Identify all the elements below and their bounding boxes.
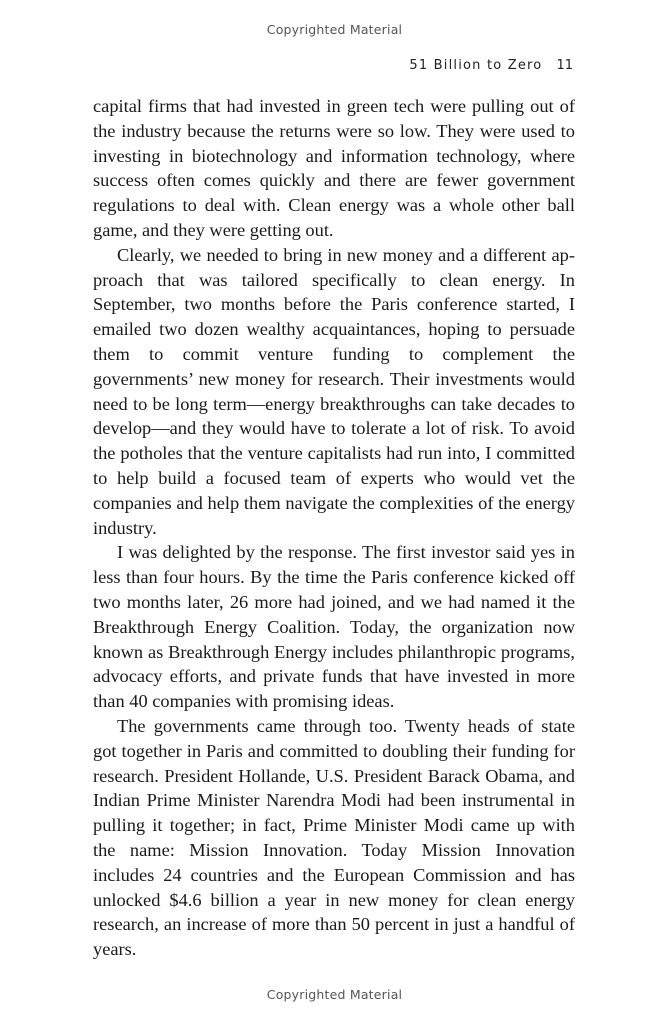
running-head-title: 51 Billion to Zero xyxy=(409,58,543,73)
body-text xyxy=(93,94,575,962)
running-head xyxy=(409,58,573,73)
paragraph: The governments came through too. Twenty heads of state got together in Paris and committed to doubling their funding for research. President Hollande, U.S. President Barack Obama, and Indian Prime Minister Narendra Modi had been instrumental in pulling it together; in fact, Prime Minister Modi came up with the name: Mission Innovation. Today Mission Innovation includes 24 countries and the European Commission and has unlocked $4.6 billion a year in new money for clean energy research, an increase of more than 50 percent in just a handful of years. xyxy=(93,715,575,960)
paragraph-continued: capital firms that had invested in green tech were pulling out of the industry because the returns were so low. They were used to investing in biotechnology and information technology, where success often comes quickly and there are fewer government regulations to deal with. Clean energy was a whole other ball game, and they were getting out. xyxy=(93,96,575,240)
copyright-watermark-bottom: Copyrighted Material xyxy=(266,987,403,1002)
paragraph: Clearly, we needed to bring in new money and a different approach that was tailored specifically to clean energy. In September, two months before the Paris conference started, I emailed two dozen wealthy acquaintances, hoping to persuade them to commit venture funding to complement the governments’ new money for research. Their investments would need to be long term—energy breakthroughs can take decades to develop—and they would have to tolerate a lot of risk. To avoid the potholes that the venture capitalists had run into, I committed to help build a focused team of experts who would vet the companies and help them navigate the complexities of the energy industry. xyxy=(93,244,575,538)
page-number: 11 xyxy=(556,58,573,73)
paragraph: I was delighted by the response. The first investor said yes in less than four hours. By the time the Paris conference kicked off two months later, 26 more had joined, and we had named it the Breakthrough Energy Coalition. Today, the organization now known as Breakthrough Energy includes philanthropic programs, advocacy efforts, and private funds that have invested in more than 40 companies with promising ideas. xyxy=(93,542,575,712)
copyright-watermark-top: Copyrighted Material xyxy=(266,22,403,37)
